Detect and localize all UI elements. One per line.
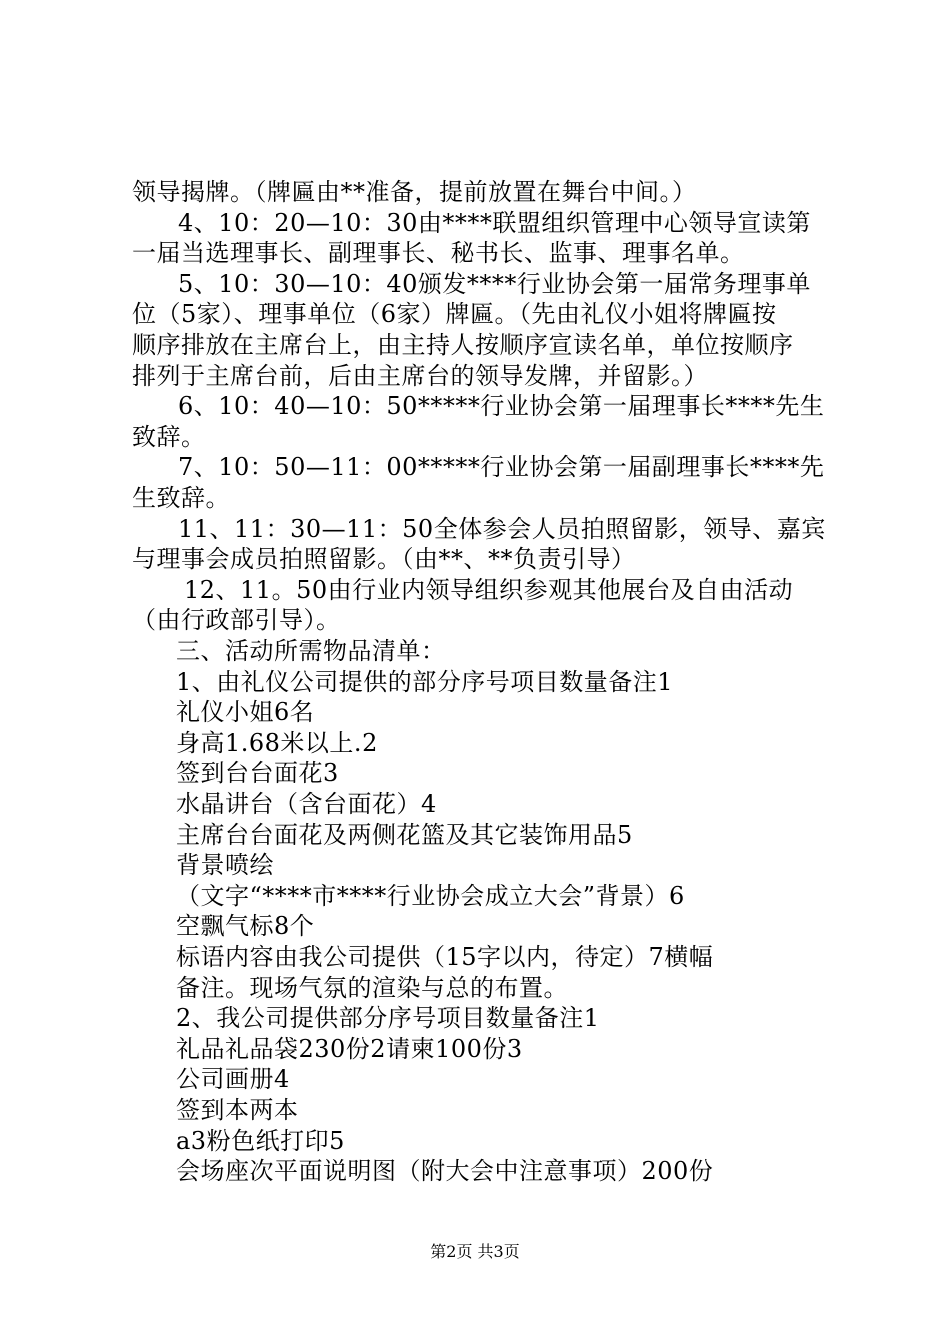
text-line: 空飘气标8个 [176,912,315,941]
text-line: 礼仪小姐6名 [176,698,315,727]
text-line: （文字“****市****行业协会成立大会”背景）6 [176,881,685,910]
text-line: 2、我公司提供部分序号项目数量备注1 [176,1004,600,1033]
text-line: 排列于主席台前，后由主席台的领导发牌，并留影。） [132,361,708,390]
text-line: 与理事会成员拍照留影。（由**、**负责引导） [132,545,636,574]
text-line: 7、10：50—11：00*****行业协会第一届副理事长****先 [178,453,825,482]
text-line: 1、由礼仪公司提供的部分序号项目数量备注1 [176,667,674,696]
text-line: 签到本两本 [176,1096,299,1124]
text-line: 4、10：20—10：30由****联盟组织管理中心领导宣读第 [178,208,811,237]
text-line: 主席台台面花及两侧花篮及其它装饰用品5 [176,820,633,849]
text-line: 11、11：30—11：50全体参会人员拍照留影，领导、嘉宾 [178,514,826,543]
text-line: 水晶讲台（含台面花）4 [176,790,437,818]
text-line: 一届当选理事长、副理事长、秘书长、监事、理事名单。 [132,239,745,268]
text-line: 备注。现场气氛的渲染与总的布置。 [176,973,568,1002]
page-footer: 第2页 共3页 [430,1242,520,1261]
text-line: 背景喷绘 [176,851,274,880]
text-line: 签到台台面花3 [176,759,339,788]
text-line: 12、11。50由行业内领导组织参观其他展台及自由活动 [184,575,794,604]
text-line: 公司画册4 [176,1065,290,1094]
section-heading: 三、活动所需物品清单： [176,637,446,665]
text-line: 生致辞。 [132,484,230,512]
text-line: 5、10：30—10：40颁发****行业协会第一届常务理事单 [178,269,811,298]
text-line: 位（5家）、理事单位（6家）牌匾。（先由礼仪小姐将牌匾按 [132,300,777,329]
text-line: 标语内容由我公司提供（15字以内，待定）7横幅 [176,943,714,971]
text-line: （由行政部引导）。 [132,606,341,635]
text-line: 致辞。 [132,422,206,451]
text-line: 6、10：40—10：50*****行业协会第一届理事长****先生 [178,392,825,421]
text-line: 顺序排放在主席台上，由主持人按顺序宣读名单，单位按顺序 [132,331,794,359]
text-line: 领导揭牌。（牌匾由**准备，提前放置在舞台中间。） [132,178,697,206]
text-line: 会场座次平面说明图（附大会中注意事项）200份 [176,1157,714,1186]
text-line: 礼品礼品袋230份2请柬100份3 [176,1034,523,1063]
text-line: a3粉色纸打印5 [176,1126,345,1155]
text-line: 身高1.68米以上.2 [176,728,378,757]
